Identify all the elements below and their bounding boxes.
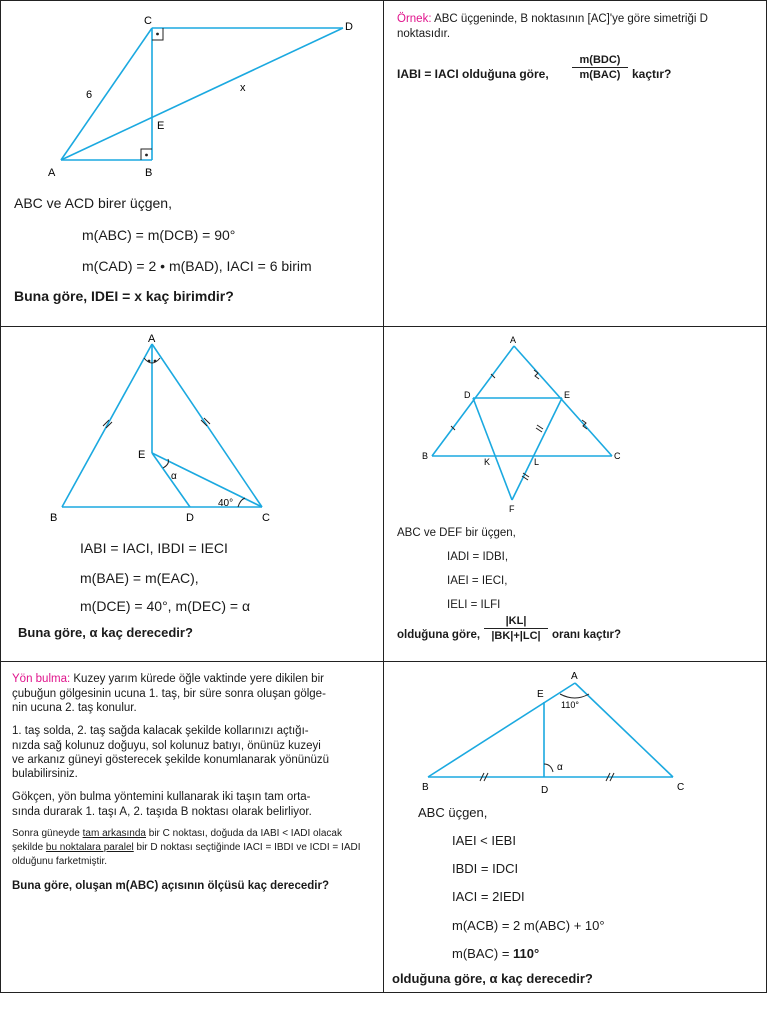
p1-line2: m(ABC) = m(DCB) = 90° xyxy=(82,227,236,243)
label-E: E xyxy=(537,689,544,700)
p5-question: Buna göre, oluşan m(ABC) açısının ölçüsü kaç derecedir? xyxy=(12,880,329,892)
figure-4 xyxy=(384,328,767,518)
p5-l5: nızda sağ kolunuz doğuyu, sol kolunuz batıyı, önünüz kuzeyi xyxy=(12,740,321,752)
label-x: x xyxy=(240,82,246,94)
p2-cond: IABI = IACI olduğuna göre, xyxy=(397,67,549,81)
p4-cond: olduğuna göre, xyxy=(397,629,481,641)
p5-l4: 1. taş solda, 2. taş sağda kalacak şekilde kollarınızı açtığı- xyxy=(12,725,309,737)
p2-intro1: Örnek: ABC üçgeninde, B noktasının [AC]'ye göre simetriği D xyxy=(397,13,708,25)
label-D: D xyxy=(464,390,471,400)
label-E: E xyxy=(138,449,146,461)
label-A: A xyxy=(510,335,517,345)
p1-question: Buna göre, IDEI = x kaç birimdir? xyxy=(14,288,234,304)
label-B: B xyxy=(50,512,58,524)
label-E: E xyxy=(157,120,165,132)
figure-1 xyxy=(0,0,383,190)
p5-l6: ve arkanız güneyi gösterecek şekilde konumlanarak yönünüzü xyxy=(12,754,330,766)
p5-l2: çubuğun gölgesinin ucuna 1. taş, bir süre sonra oluşan gölge- xyxy=(12,688,326,700)
label-C: C xyxy=(677,782,685,793)
label-C: C xyxy=(144,15,152,27)
figure-3 xyxy=(0,328,383,528)
p6-line3: IBDI = IDCI xyxy=(452,861,519,876)
label-B: B xyxy=(422,451,429,461)
label-D: D xyxy=(345,21,353,33)
label-L: L xyxy=(534,457,540,467)
p3-line1: IABI = IACI, IBDI = IECI xyxy=(80,540,228,556)
p6-line4: IACI = 2IEDI xyxy=(452,889,525,904)
p2-fraction: m(BDC) m(BAC) xyxy=(572,54,628,81)
p6-line6: m(BAC) = 110° xyxy=(452,946,540,961)
label-B: B xyxy=(422,782,429,793)
label-D: D xyxy=(186,512,194,524)
label-C: C xyxy=(614,451,621,461)
p3-line2: m(BAE) = m(EAC), xyxy=(80,570,199,586)
label-C: C xyxy=(262,512,270,524)
p5-l8: Gökçen, yön bulma yöntemini kullanarak iki taşın tam orta- xyxy=(12,791,311,803)
label-A: A xyxy=(48,167,56,179)
label-alpha: α xyxy=(557,762,563,773)
p5-l10: Sonra güneyde tam arkasında bir C noktası, doğuda da IABI < IADI olacak xyxy=(12,828,342,839)
label-K: K xyxy=(484,457,491,467)
label-D: D xyxy=(541,785,549,796)
label-B: B xyxy=(145,167,153,179)
p3-question: Buna göre, α kaç derecedir? xyxy=(18,625,193,640)
label-F: F xyxy=(509,504,515,514)
label-A: A xyxy=(571,671,578,682)
p5-l11: şekilde bu noktalara paralel bir D noktası seçtiğinde IACI = IBDI ve ICDI = IADI xyxy=(12,842,361,853)
p6-line5: m(ACB) = 2 m(ABC) + 10° xyxy=(452,918,605,933)
p5-l1: Yön bulma: Kuzey yarım kürede öğle vaktinde yere dikilen bir xyxy=(12,673,324,685)
label-alpha: α xyxy=(171,471,177,482)
row-divider-1 xyxy=(0,326,767,327)
label-110: 110° xyxy=(561,700,579,710)
label-forty: 40° xyxy=(218,498,234,509)
p6-line2: IAEI < IEBI xyxy=(452,833,516,848)
p4-fraction: |KL| |BK|+|LC| xyxy=(484,615,548,642)
p4-line4: IELI = ILFI xyxy=(447,599,501,611)
label-six: 6 xyxy=(86,89,93,101)
p6-question: olduğuna göre, α kaç derecedir? xyxy=(392,971,593,986)
p1-line1: ABC ve ACD birer üçgen, xyxy=(14,195,172,211)
p2-tail: kaçtır? xyxy=(632,67,672,81)
label-E: E xyxy=(564,390,571,400)
label-A: A xyxy=(148,333,156,345)
p4-tail: oranı kaçtır? xyxy=(552,629,622,641)
p4-line1: ABC ve DEF bir üçgen, xyxy=(397,527,516,539)
p6-line1: ABC üçgen, xyxy=(418,805,488,820)
p2-intro2: noktasıdır. xyxy=(397,28,451,40)
p5-l12: olduğunu farketmiştir. xyxy=(12,856,108,867)
p4-line3: IAEI = IECI, xyxy=(447,575,508,587)
p1-line3: m(CAD) = 2 • m(BAD), IACI = 6 birim xyxy=(82,258,312,274)
yon-bulma-label: Yön bulma: xyxy=(12,673,71,685)
p5-l3: nin ucuna 2. taş konulur. xyxy=(12,702,137,714)
p4-line2: IADI = IDBI, xyxy=(447,551,509,563)
p3-line3: m(DCE) = 40°, m(DEC) = α xyxy=(80,598,251,614)
p5-l9: sında durarak 1. taşı A, 2. taşıda B noktası olarak belirliyor. xyxy=(12,806,312,818)
p5-l7: bulabilirsiniz. xyxy=(12,768,78,780)
figure-6 xyxy=(384,664,767,804)
ornek-label: Örnek: xyxy=(397,13,432,25)
row-divider-2 xyxy=(0,661,767,662)
